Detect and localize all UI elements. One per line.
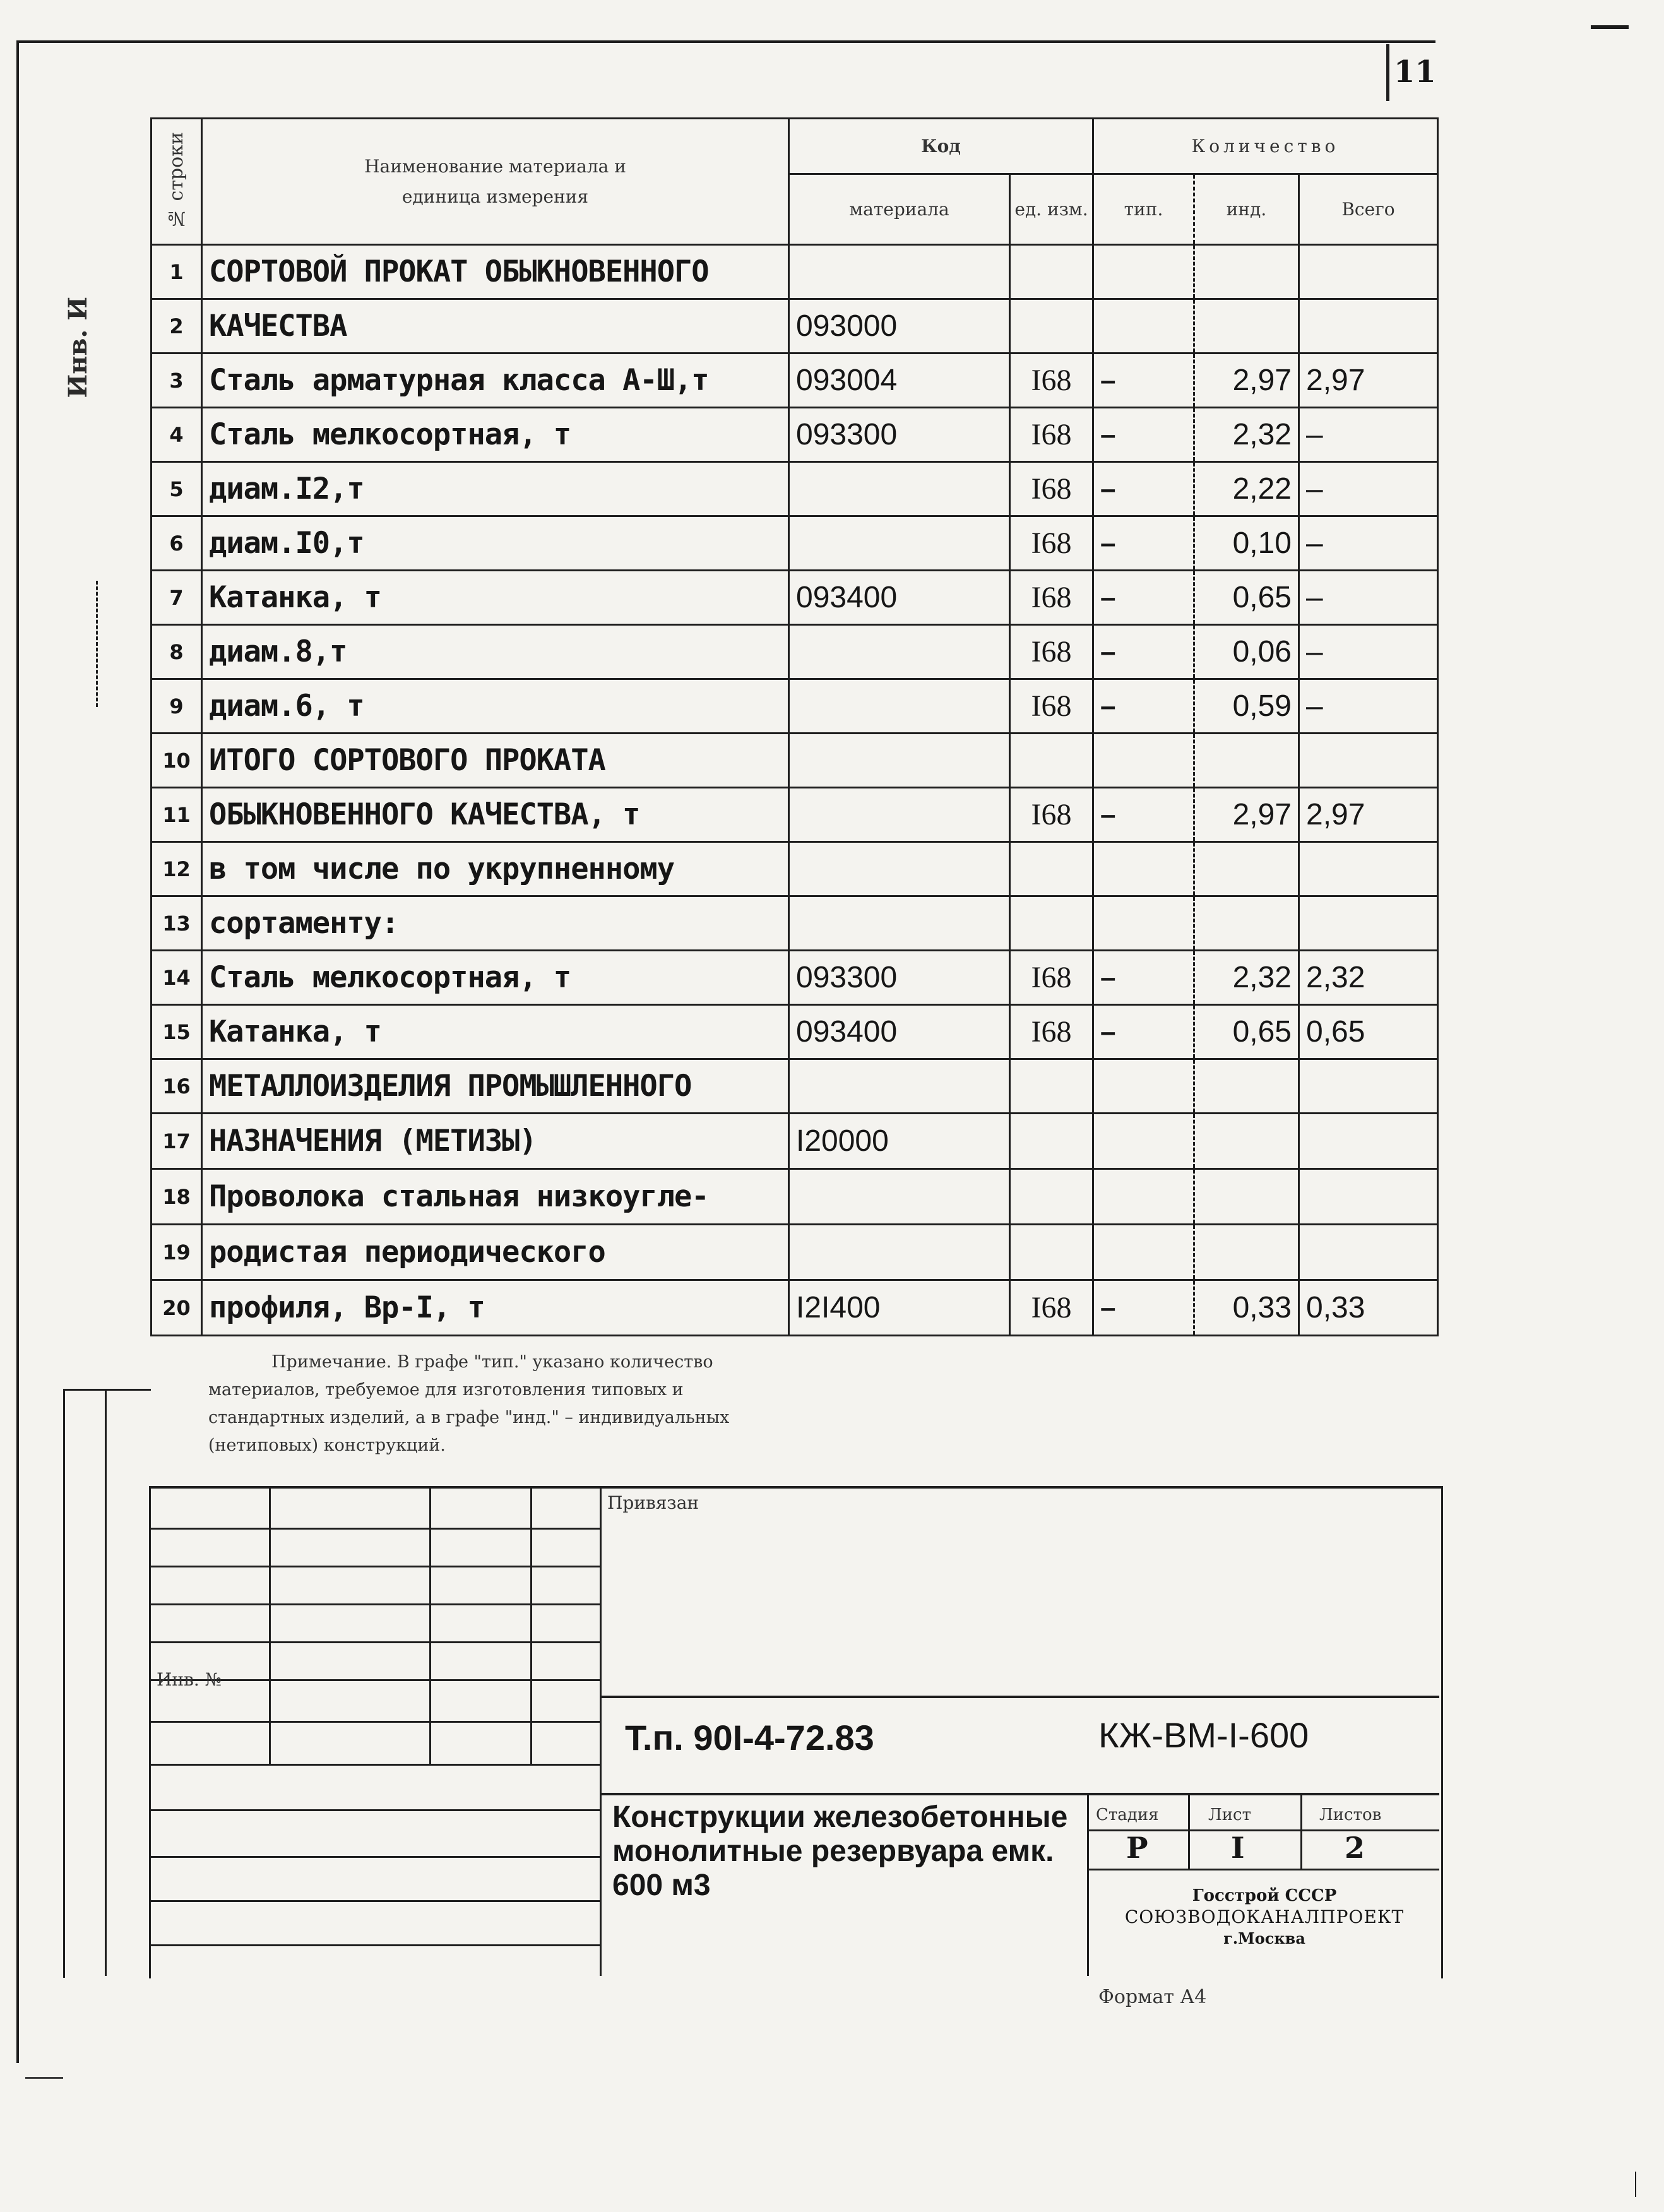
table-row xyxy=(152,1114,1438,1169)
row-number-cell: 13 xyxy=(152,896,202,951)
table-row xyxy=(152,734,1438,788)
grid-h2 xyxy=(149,1566,600,1567)
stamp-h-project xyxy=(600,1696,1439,1698)
grid-h6 xyxy=(149,1721,600,1723)
stage-value: Р xyxy=(1126,1831,1148,1865)
sheets-label: Листов xyxy=(1319,1805,1382,1824)
material-name-cell: сортаменту: xyxy=(202,896,789,951)
grid-h4 xyxy=(149,1641,600,1643)
total-qty-cell: – xyxy=(1299,679,1438,734)
material-code-cell: 093400 xyxy=(789,571,1010,625)
col-ind-header: инд. xyxy=(1194,174,1299,245)
ind-qty-cell xyxy=(1194,299,1299,354)
page-number-divider xyxy=(1386,44,1389,101)
total-qty-cell: – xyxy=(1299,516,1438,571)
typ-qty-cell xyxy=(1093,299,1194,354)
table-row xyxy=(152,354,1438,408)
org-line-3: г.Москва xyxy=(1223,1929,1305,1947)
material-name-cell: КАЧЕСТВА xyxy=(202,299,789,354)
total-qty-cell: 0,65 xyxy=(1299,1005,1438,1059)
note-block xyxy=(208,1348,953,1460)
material-name-cell: Катанка, т xyxy=(202,1005,789,1059)
typ-qty-cell: – xyxy=(1093,408,1194,462)
unit-code-cell xyxy=(1010,1169,1093,1225)
total-qty-cell: 0,33 xyxy=(1299,1280,1438,1336)
grid-h11 xyxy=(149,1944,600,1946)
ind-qty-cell xyxy=(1194,1169,1299,1225)
page-number: 11 xyxy=(1394,54,1436,90)
unit-code-cell: I68 xyxy=(1010,571,1093,625)
unit-code-cell: I68 xyxy=(1010,516,1093,571)
unit-code-cell: I68 xyxy=(1010,1280,1093,1336)
material-code-cell xyxy=(789,245,1010,299)
material-code-cell xyxy=(789,734,1010,788)
unit-code-cell: I68 xyxy=(1010,788,1093,842)
material-name-cell: диам.8,т xyxy=(202,625,789,679)
scan-mark-bottom xyxy=(25,2077,63,2079)
ind-qty-cell: 0,65 xyxy=(1194,1005,1299,1059)
format-label: Формат А4 xyxy=(1098,1986,1207,2008)
note-line-2: материалов, требуемое для изготовления типовых и xyxy=(208,1380,684,1400)
ind-qty-cell: 2,22 xyxy=(1194,462,1299,516)
material-code-cell: 093300 xyxy=(789,408,1010,462)
unit-code-cell xyxy=(1010,299,1093,354)
typ-qty-cell xyxy=(1093,245,1194,299)
scan-mark-right xyxy=(1635,2172,1636,2197)
material-code-cell xyxy=(789,1225,1010,1280)
material-code-cell: 093400 xyxy=(789,1005,1010,1059)
row-number-cell: 14 xyxy=(152,951,202,1005)
material-name-cell: ИТОГО СОРТОВОГО ПРОКАТА xyxy=(202,734,789,788)
ind-qty-cell xyxy=(1194,1114,1299,1169)
typ-qty-cell: – xyxy=(1093,462,1194,516)
row-number-cell: 10 xyxy=(152,734,202,788)
row-number-cell: 18 xyxy=(152,1169,202,1225)
title-line-2: монолитные резервуара емк. xyxy=(612,1834,1054,1868)
header-row-1 xyxy=(152,119,1438,174)
table-body xyxy=(152,245,1438,1336)
title-line-3: 600 м3 xyxy=(612,1869,711,1902)
sheet-label: Лист xyxy=(1208,1805,1251,1824)
material-name-cell: диам.6, т xyxy=(202,679,789,734)
row-number-cell: 4 xyxy=(152,408,202,462)
col-code-header: Код xyxy=(789,119,1093,174)
material-name-cell: Сталь мелкосортная, т xyxy=(202,408,789,462)
sheet-value: I xyxy=(1231,1831,1245,1865)
ind-qty-cell xyxy=(1194,734,1299,788)
material-code-cell xyxy=(789,842,1010,896)
row-number-cell: 5 xyxy=(152,462,202,516)
material-name-cell: МЕТАЛЛОИЗДЕЛИЯ ПРОМЫШЛЕННОГО xyxy=(202,1059,789,1114)
note-line-4: (нетиповых) конструкций. xyxy=(208,1436,446,1455)
material-name-cell: в том числе по укрупненному xyxy=(202,842,789,896)
unit-code-cell xyxy=(1010,734,1093,788)
ind-qty-cell: 2,32 xyxy=(1194,408,1299,462)
col-material-code-header: материала xyxy=(789,174,1010,245)
row-number-cell: 8 xyxy=(152,625,202,679)
material-name-cell: Сталь арматурная класса А-Ш,т xyxy=(202,354,789,408)
table-row xyxy=(152,299,1438,354)
table-row xyxy=(152,245,1438,299)
unit-code-cell: I68 xyxy=(1010,625,1093,679)
typ-qty-cell: – xyxy=(1093,571,1194,625)
col-total-header: Всего xyxy=(1299,174,1438,245)
total-qty-cell xyxy=(1299,245,1438,299)
ind-qty-cell: 0,33 xyxy=(1194,1280,1299,1336)
typ-qty-cell: – xyxy=(1093,679,1194,734)
row-number-cell: 11 xyxy=(152,788,202,842)
total-qty-cell: 2,97 xyxy=(1299,354,1438,408)
ind-qty-cell: 0,65 xyxy=(1194,571,1299,625)
material-name-cell: ОБЫКНОВЕННОГО КАЧЕСТВА, т xyxy=(202,788,789,842)
note-line-1: Примечание. В графе "тип." указано количество xyxy=(271,1352,713,1372)
material-name-cell: Катанка, т xyxy=(202,571,789,625)
sheets-value: 2 xyxy=(1345,1831,1365,1865)
ind-qty-cell: 0,59 xyxy=(1194,679,1299,734)
table-row xyxy=(152,842,1438,896)
row-number-cell: 6 xyxy=(152,516,202,571)
page-top-rule xyxy=(1389,40,1433,43)
material-code-cell: 093300 xyxy=(789,951,1010,1005)
materials-table xyxy=(150,117,1439,1336)
typ-qty-cell xyxy=(1093,1114,1194,1169)
grid-h7 xyxy=(149,1764,600,1766)
col-name-header: Наименование материала и единица измерения xyxy=(202,119,789,245)
table-row xyxy=(152,1005,1438,1059)
total-qty-cell: 2,97 xyxy=(1299,788,1438,842)
total-qty-cell xyxy=(1299,1059,1438,1114)
total-qty-cell: – xyxy=(1299,408,1438,462)
project-number: Т.п. 90I-4-72.83 xyxy=(625,1718,874,1757)
material-code-cell: 093004 xyxy=(789,354,1010,408)
material-name-cell: диам.I0,т xyxy=(202,516,789,571)
stamp-h-title xyxy=(600,1793,1439,1795)
typ-qty-cell xyxy=(1093,1059,1194,1114)
ind-qty-cell xyxy=(1194,842,1299,896)
material-name-cell: родистая периодического xyxy=(202,1225,789,1280)
side-label: Инв. И xyxy=(63,297,93,398)
total-qty-cell xyxy=(1299,896,1438,951)
col-row-number-header: № строки xyxy=(152,119,202,245)
ind-qty-cell: 0,06 xyxy=(1194,625,1299,679)
stage-value-line xyxy=(1087,1869,1439,1870)
row-number-cell: 2 xyxy=(152,299,202,354)
row-number-cell: 9 xyxy=(152,679,202,734)
drawing-title xyxy=(612,1800,1092,1903)
material-code-cell xyxy=(789,788,1010,842)
table-row xyxy=(152,788,1438,842)
privyazan-label: Привязан xyxy=(607,1492,699,1513)
material-code-cell: 093000 xyxy=(789,299,1010,354)
unit-code-cell xyxy=(1010,1059,1093,1114)
material-name-cell: диам.I2,т xyxy=(202,462,789,516)
row-number-cell: 7 xyxy=(152,571,202,625)
ind-qty-cell: 2,32 xyxy=(1194,951,1299,1005)
ind-qty-cell: 2,97 xyxy=(1194,354,1299,408)
material-code-cell xyxy=(789,462,1010,516)
org-line-1: Госстрой СССР xyxy=(1192,1886,1337,1905)
total-qty-cell xyxy=(1299,299,1438,354)
unit-code-cell: I68 xyxy=(1010,951,1093,1005)
row-number-cell: 12 xyxy=(152,842,202,896)
total-qty-cell: – xyxy=(1299,462,1438,516)
side-tick xyxy=(96,581,98,707)
typ-qty-cell xyxy=(1093,1225,1194,1280)
material-name-cell: СОРТОВОЙ ПРОКАТ ОБЫКНОВЕННОГО xyxy=(202,245,789,299)
grid-h1 xyxy=(149,1528,600,1530)
corner-mark xyxy=(1591,25,1629,29)
grid-h8 xyxy=(149,1809,600,1811)
total-qty-cell: 2,32 xyxy=(1299,951,1438,1005)
material-code-cell xyxy=(789,1059,1010,1114)
grid-h9 xyxy=(149,1856,600,1858)
typ-qty-cell xyxy=(1093,842,1194,896)
material-name-cell: Проволока стальная низкоугле- xyxy=(202,1169,789,1225)
material-name-cell: Сталь мелкосортная, т xyxy=(202,951,789,1005)
material-code-cell xyxy=(789,1169,1010,1225)
note-line-3: стандартных изделий, а в графе "инд." – индивидуальных xyxy=(208,1408,730,1427)
total-qty-cell: – xyxy=(1299,625,1438,679)
unit-code-cell: I68 xyxy=(1010,408,1093,462)
typ-qty-cell: – xyxy=(1093,516,1194,571)
typ-qty-cell: – xyxy=(1093,788,1194,842)
title-line-1: Конструкции железобетонные xyxy=(612,1800,1068,1834)
material-name-cell: НАЗНАЧЕНИЯ (МЕТИЗЫ) xyxy=(202,1114,789,1169)
ind-qty-cell xyxy=(1194,1059,1299,1114)
table-row xyxy=(152,1280,1438,1336)
table-row xyxy=(152,679,1438,734)
material-code-cell xyxy=(789,625,1010,679)
col-qty-header: Количество xyxy=(1093,119,1438,174)
stage-divider xyxy=(1087,1793,1089,1976)
unit-code-cell: I68 xyxy=(1010,354,1093,408)
unit-code-cell: I68 xyxy=(1010,462,1093,516)
table-row xyxy=(152,408,1438,462)
total-qty-cell xyxy=(1299,1169,1438,1225)
typ-qty-cell xyxy=(1093,1169,1194,1225)
ind-qty-cell: 0,10 xyxy=(1194,516,1299,571)
table-row xyxy=(152,516,1438,571)
material-code-cell xyxy=(789,516,1010,571)
row-number-cell: 15 xyxy=(152,1005,202,1059)
total-qty-cell xyxy=(1299,734,1438,788)
ind-qty-cell xyxy=(1194,896,1299,951)
row-number-cell: 3 xyxy=(152,354,202,408)
stage-label: Стадия xyxy=(1096,1805,1159,1824)
unit-code-cell xyxy=(1010,896,1093,951)
table-row xyxy=(152,462,1438,516)
material-code-cell xyxy=(789,679,1010,734)
row-number-cell: 17 xyxy=(152,1114,202,1169)
ind-qty-cell xyxy=(1194,1225,1299,1280)
grid-h10 xyxy=(149,1900,600,1902)
typ-qty-cell: – xyxy=(1093,1280,1194,1336)
ind-qty-cell xyxy=(1194,245,1299,299)
drawing-code: КЖ-ВМ-I-600 xyxy=(1098,1715,1309,1755)
grid-h3 xyxy=(149,1603,600,1605)
col-unit-header: ед. изм. xyxy=(1010,174,1093,245)
binding-strip-divider xyxy=(105,1389,107,1976)
col-typ-header: тип. xyxy=(1093,174,1194,245)
typ-qty-cell: – xyxy=(1093,1005,1194,1059)
unit-code-cell: I68 xyxy=(1010,1005,1093,1059)
row-number-cell: 19 xyxy=(152,1225,202,1280)
typ-qty-cell: – xyxy=(1093,951,1194,1005)
table-row xyxy=(152,951,1438,1005)
table-row xyxy=(152,896,1438,951)
unit-code-cell: I68 xyxy=(1010,679,1093,734)
inv-number-label: Инв. № xyxy=(157,1669,222,1690)
unit-code-cell xyxy=(1010,842,1093,896)
unit-code-cell xyxy=(1010,245,1093,299)
typ-qty-cell: – xyxy=(1093,354,1194,408)
material-code-cell: I20000 xyxy=(789,1114,1010,1169)
stamp-divider-main xyxy=(600,1486,602,1976)
unit-code-cell xyxy=(1010,1225,1093,1280)
row-number-cell: 20 xyxy=(152,1280,202,1336)
material-name-cell: профиля, Вр-I, т xyxy=(202,1280,789,1336)
row-number-cell: 16 xyxy=(152,1059,202,1114)
org-line-2: СОЮЗВОДОКАНАЛПРОЕКТ xyxy=(1124,1906,1405,1927)
table-row xyxy=(152,1169,1438,1225)
total-qty-cell xyxy=(1299,842,1438,896)
total-qty-cell xyxy=(1299,1114,1438,1169)
typ-qty-cell xyxy=(1093,734,1194,788)
total-qty-cell xyxy=(1299,1225,1438,1280)
material-code-cell: I2I400 xyxy=(789,1280,1010,1336)
typ-qty-cell xyxy=(1093,896,1194,951)
table-row xyxy=(152,1225,1438,1280)
organization xyxy=(1090,1885,1439,1949)
material-code-cell xyxy=(789,896,1010,951)
total-qty-cell: – xyxy=(1299,571,1438,625)
table-row xyxy=(152,571,1438,625)
binding-strip xyxy=(63,1389,151,1978)
table-row xyxy=(152,1059,1438,1114)
unit-code-cell xyxy=(1010,1114,1093,1169)
ind-qty-cell: 2,97 xyxy=(1194,788,1299,842)
table-row xyxy=(152,625,1438,679)
typ-qty-cell: – xyxy=(1093,625,1194,679)
row-number-cell: 1 xyxy=(152,245,202,299)
